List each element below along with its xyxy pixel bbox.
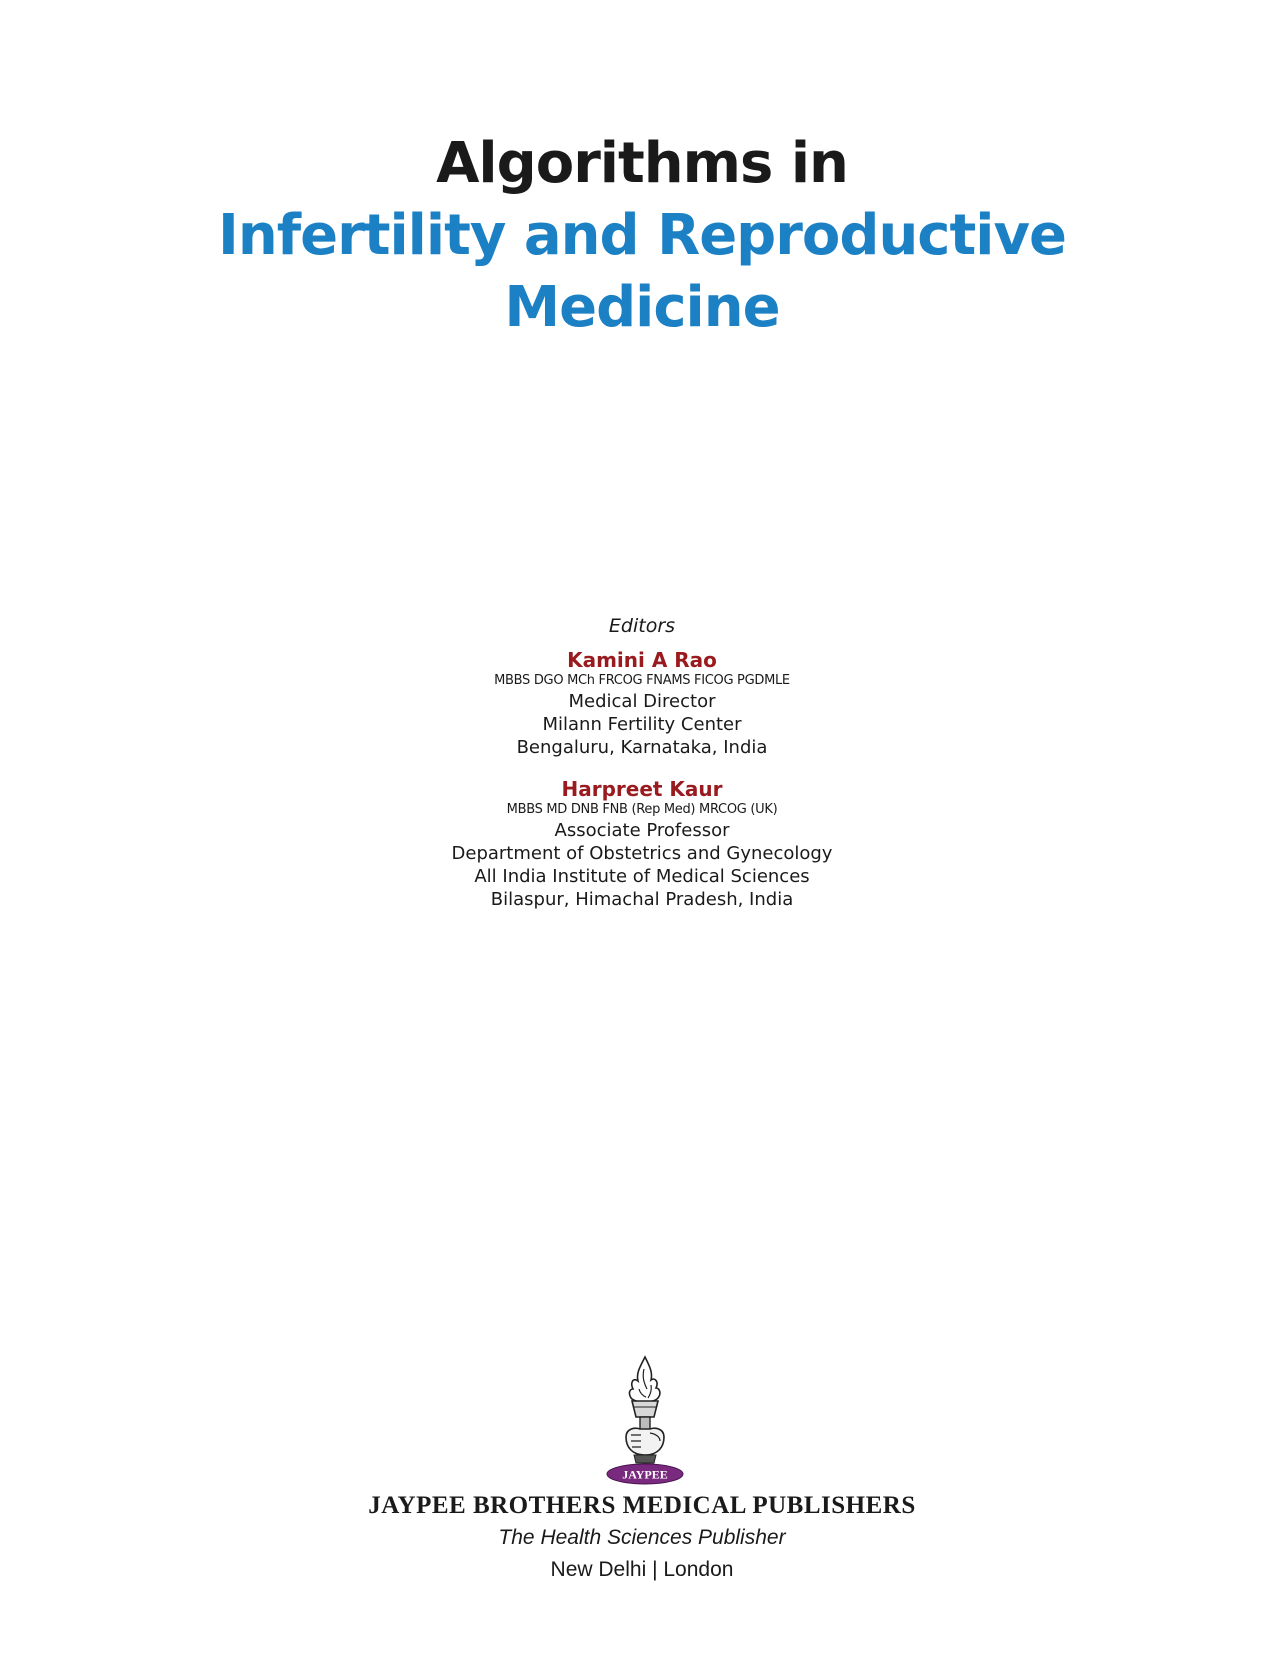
editor-position: Associate Professor: [554, 820, 730, 841]
editors-section: [0, 612, 1284, 929]
book-title: [0, 128, 1284, 344]
publisher-name: JAYPEE BROTHERS MEDICAL PUBLISHERS: [368, 1492, 916, 1519]
editor-degrees: MBBS MD DNB FNB (Rep Med) MRCOG (UK): [506, 802, 778, 817]
editor-degrees: MBBS DGO MCh FRCOG FNAMS FICOG PGDMLE: [494, 673, 790, 688]
editors-heading: Editors: [608, 615, 676, 637]
editor-entry: [0, 777, 1284, 911]
editor-location: Bilaspur, Himachal Pradesh, India: [490, 889, 794, 910]
title-line-1: Algorithms in: [436, 131, 848, 196]
editor-entry: [0, 648, 1284, 759]
editor-name: Harpreet Kaur: [561, 777, 723, 801]
publisher-locations: New Delhi | London: [550, 1558, 734, 1581]
editor-name: Kamini A Rao: [567, 648, 717, 672]
torch-in-hand-icon: [600, 1355, 690, 1485]
editor-institution: All India Institute of Medical Sciences: [474, 866, 810, 887]
editor-department: Department of Obstetrics and Gynecology: [451, 843, 833, 864]
publisher-tagline: The Health Sciences Publisher: [498, 1526, 786, 1549]
editor-location: Bengaluru, Karnataka, India: [516, 737, 768, 758]
editor-position: Medical Director: [568, 691, 716, 712]
title-line-3: Medicine: [504, 275, 780, 340]
editor-institution: Milann Fertility Center: [542, 714, 742, 735]
logo-text: JAYPEE: [622, 1467, 668, 1482]
publisher-section: [0, 1490, 1284, 1586]
title-line-2: Infertility and Reproductive: [218, 203, 1066, 268]
publisher-logo: [600, 1355, 690, 1485]
